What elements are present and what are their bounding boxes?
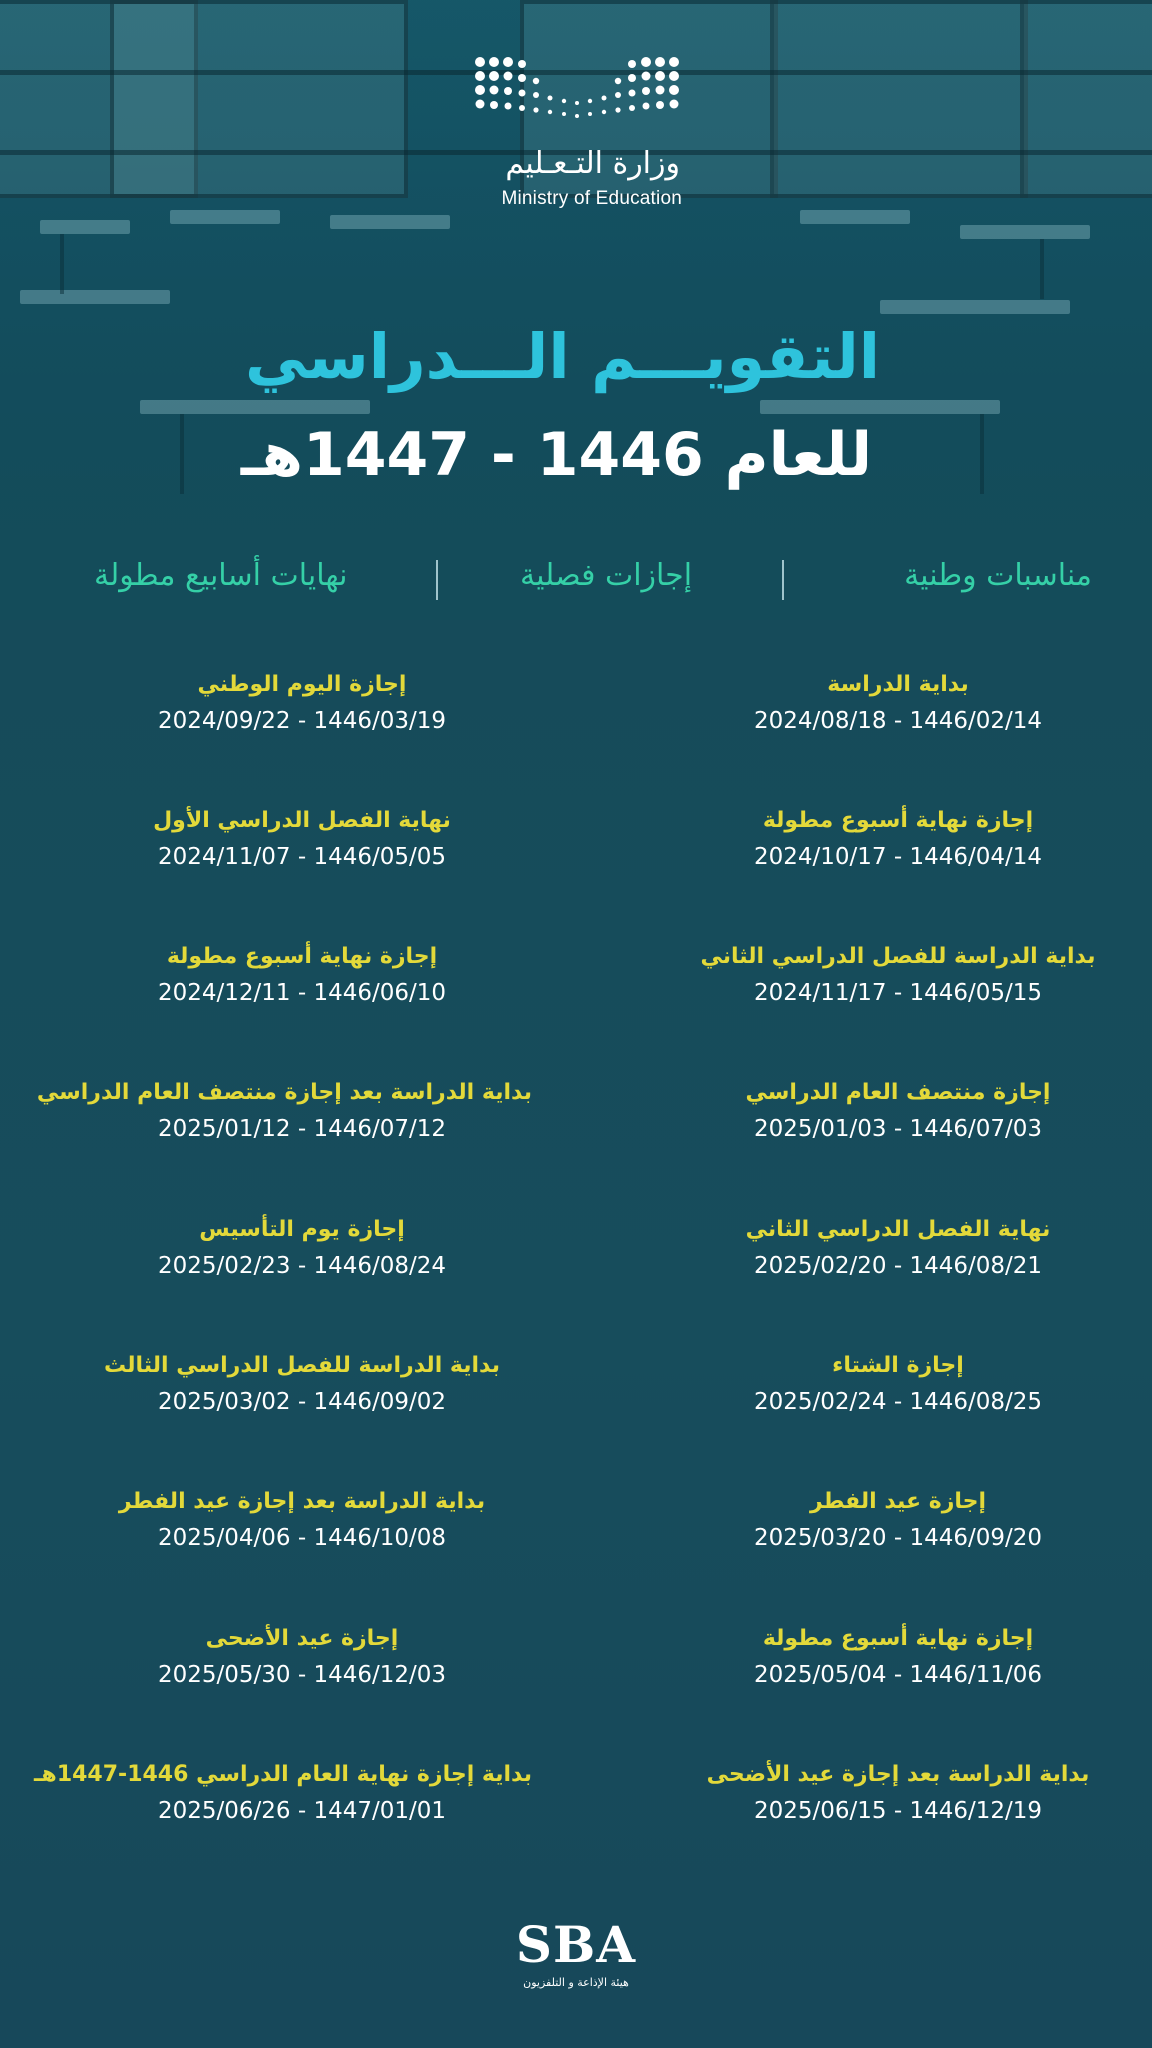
sba-logo xyxy=(480,1916,672,2006)
event-date: 2024/11/17 - 1446/05/15 xyxy=(753,980,1043,1006)
event-date: 2025/03/02 - 1446/09/02 xyxy=(157,1389,447,1415)
event-item xyxy=(36,1076,532,1166)
desk-leg xyxy=(980,414,984,494)
desk-decoration xyxy=(800,210,910,224)
desk-leg xyxy=(1040,239,1044,299)
category-divider xyxy=(782,560,784,600)
event-item xyxy=(72,668,532,758)
page-subtitle: للعام 1446 - 1447هـ xyxy=(240,420,872,490)
desk-decoration xyxy=(170,210,280,224)
event-title: بداية الدراسة xyxy=(827,672,969,697)
desk-decoration xyxy=(20,290,170,304)
ministry-name-arabic: وزارة التـعـليم xyxy=(505,146,680,181)
event-date: 2025/05/04 - 1446/11/06 xyxy=(753,1662,1043,1688)
event-item xyxy=(668,940,1128,1030)
event-item xyxy=(668,1758,1128,1848)
event-date: 2025/05/30 - 1446/12/03 xyxy=(157,1662,447,1688)
event-title: نهاية الفصل الدراسي الأول xyxy=(153,808,451,833)
event-date: 2025/06/26 - 1447/01/01 xyxy=(157,1798,447,1824)
event-item xyxy=(668,1622,1128,1712)
desk-leg xyxy=(60,234,64,294)
event-title: إجازة نهاية أسبوع مطولة xyxy=(166,944,438,969)
event-date: 2025/02/20 - 1446/08/21 xyxy=(753,1253,1043,1279)
event-item xyxy=(668,1485,1128,1575)
window-decoration xyxy=(110,0,408,198)
event-date: 2025/01/03 - 1446/07/03 xyxy=(753,1116,1043,1142)
event-title: بداية إجازة نهاية العام الدراسي 1446-1447هـ xyxy=(34,1762,532,1787)
event-title: إجازة نهاية أسبوع مطولة xyxy=(762,808,1034,833)
event-item xyxy=(668,1076,1128,1166)
event-item xyxy=(668,1349,1128,1439)
event-item xyxy=(72,1485,532,1575)
event-title: إجازة عيد الفطر xyxy=(809,1489,987,1514)
category-legend xyxy=(60,552,1092,612)
event-date: 2024/10/17 - 1446/04/14 xyxy=(753,844,1043,870)
event-title: إجازة يوم التأسيس xyxy=(199,1217,405,1242)
event-title: نهاية الفصل الدراسي الثاني xyxy=(745,1217,1051,1242)
category-divider xyxy=(436,560,438,600)
desk-decoration xyxy=(760,400,1000,414)
event-item xyxy=(72,940,532,1030)
event-item xyxy=(668,668,1128,758)
event-date: 2024/08/18 - 1446/02/14 xyxy=(753,708,1043,734)
ministry-logo-dots-icon xyxy=(472,54,682,124)
event-item xyxy=(72,1349,532,1439)
window-decoration xyxy=(770,0,1028,198)
event-title: بداية الدراسة للفصل الدراسي الثالث xyxy=(103,1353,501,1378)
window-decoration xyxy=(1020,0,1152,198)
event-date: 2025/06/15 - 1446/12/19 xyxy=(753,1798,1043,1824)
event-item xyxy=(72,804,532,894)
event-date: 2025/02/23 - 1446/08/24 xyxy=(157,1253,447,1279)
event-title: بداية الدراسة للفصل الدراسي الثاني xyxy=(700,944,1096,969)
desk-decoration xyxy=(960,225,1090,239)
event-date: 2024/12/11 - 1446/06/10 xyxy=(157,980,447,1006)
desk-decoration xyxy=(140,400,370,414)
event-item xyxy=(72,1213,532,1303)
event-title: بداية الدراسة بعد إجازة عيد الفطر xyxy=(118,1489,486,1514)
desk-decoration xyxy=(330,215,450,229)
event-date: 2025/01/12 - 1446/07/12 xyxy=(157,1116,447,1142)
event-title: إجازة منتصف العام الدراسي xyxy=(745,1080,1051,1105)
event-item xyxy=(668,804,1128,894)
event-item xyxy=(668,1213,1128,1303)
event-title: بداية الدراسة بعد إجازة عيد الأضحى xyxy=(706,1762,1090,1787)
event-item xyxy=(72,1622,532,1712)
event-title: إجازة عيد الأضحى xyxy=(205,1626,399,1651)
event-title: إجازة نهاية أسبوع مطولة xyxy=(762,1626,1034,1651)
category-national-occasions: مناسبات وطنية xyxy=(904,558,1092,593)
event-title: إجازة اليوم الوطني xyxy=(197,672,407,697)
event-date: 2024/11/07 - 1446/05/05 xyxy=(157,844,447,870)
desk-decoration xyxy=(40,220,130,234)
category-seasonal-holidays: إجازات فصلية xyxy=(520,558,693,593)
event-title: بداية الدراسة بعد إجازة منتصف العام الدراسي xyxy=(36,1080,532,1105)
event-date: 2025/04/06 - 1446/10/08 xyxy=(157,1525,447,1551)
desk-leg xyxy=(180,414,184,494)
desk-decoration xyxy=(880,300,1070,314)
event-date: 2025/02/24 - 1446/08/25 xyxy=(753,1389,1043,1415)
event-title: إجازة الشتاء xyxy=(832,1353,964,1378)
ministry-logo xyxy=(460,50,692,220)
sba-logo-text: SBA xyxy=(515,1915,637,1974)
page-title: التقويـــم الـــدراسي xyxy=(245,320,880,393)
event-date: 2025/03/20 - 1446/09/20 xyxy=(753,1525,1043,1551)
category-long-weekends: نهايات أسابيع مطولة xyxy=(94,558,348,593)
ministry-name-english: Ministry of Education xyxy=(501,188,682,209)
sba-org-name: هيئة الإذاعة و التلفزيون xyxy=(523,1976,629,1989)
event-date: 2024/09/22 - 1446/03/19 xyxy=(157,708,447,734)
event-item xyxy=(34,1758,532,1848)
